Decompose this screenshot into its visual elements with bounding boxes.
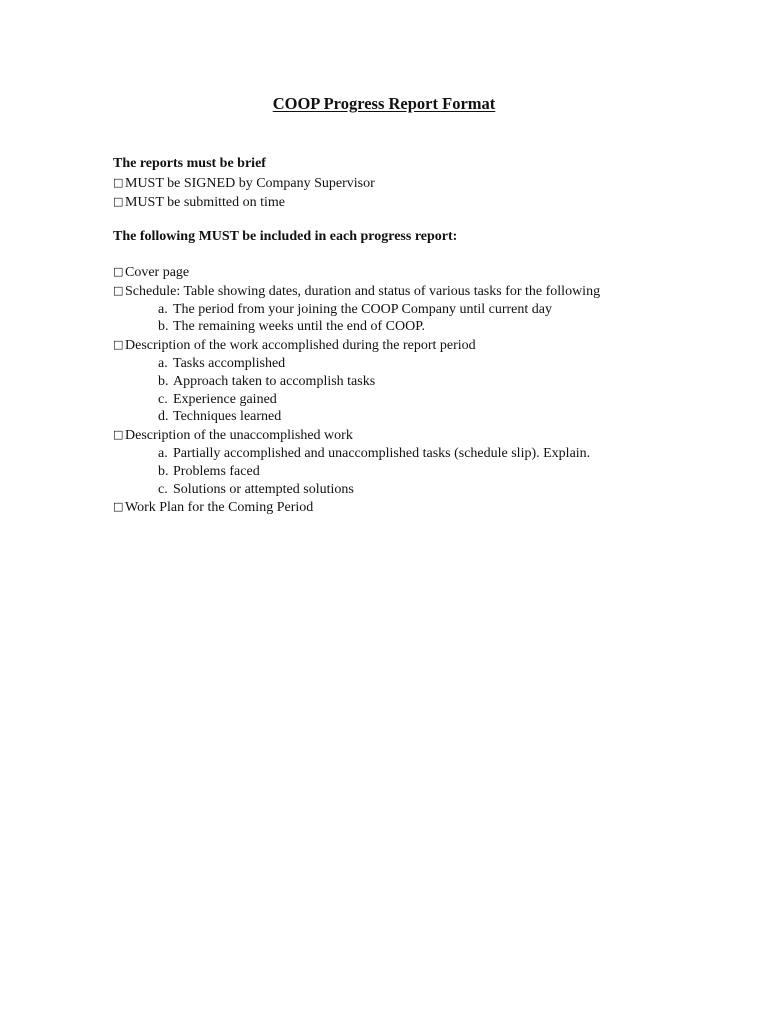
list-item xyxy=(113,282,600,336)
list-item xyxy=(113,336,600,426)
contents-list xyxy=(113,263,600,517)
missing-glyph-box-icon: □ xyxy=(113,428,124,442)
sub-list-item: c. Experience gained xyxy=(158,391,277,407)
missing-glyph-box-icon: □ xyxy=(113,176,124,189)
missing-glyph-box-icon: □ xyxy=(113,338,124,352)
list-item xyxy=(113,426,600,498)
sub-list-item: d. Techniques learned xyxy=(158,409,282,425)
list-item-text: Description of the work accomplished during the report period xyxy=(125,338,476,354)
sub-list-item: b. Approach taken to accomplish tasks xyxy=(158,373,376,389)
missing-glyph-box-icon: □ xyxy=(113,500,124,514)
missing-glyph-box-icon: □ xyxy=(113,194,124,208)
list-item xyxy=(113,498,600,517)
sub-list-item: a. Tasks accomplished xyxy=(158,355,286,371)
sub-list-item: a. Partially accomplished and unaccomplished tasks (schedule slip). Explain. xyxy=(158,445,591,461)
section-heading-brief: The reports must be brief xyxy=(113,156,266,171)
sub-list xyxy=(113,445,600,498)
section-heading-included: The following MUST be included in each progress report: xyxy=(113,229,458,244)
sub-list xyxy=(113,301,600,337)
sub-list-item: b. Problems faced xyxy=(158,463,260,479)
list-item xyxy=(113,193,375,212)
sub-list-item: c. Solutions or attempted solutions xyxy=(158,481,354,497)
list-item xyxy=(113,263,600,282)
list-item-text: Cover page xyxy=(125,265,190,280)
list-item xyxy=(113,174,375,193)
list-item-text: MUST be SIGNED by Company Supervisor xyxy=(125,176,375,191)
requirements-list xyxy=(113,174,375,212)
sub-list-item: b. The remaining weeks until the end of COOP. xyxy=(158,319,425,335)
page-title: COOP Progress Report Format xyxy=(272,94,496,113)
missing-glyph-box-icon: □ xyxy=(113,283,124,297)
sub-list-item: a. The period from your joining the COOP Company until current day xyxy=(158,301,552,317)
sub-list xyxy=(113,355,600,426)
missing-glyph-box-icon: □ xyxy=(113,265,124,278)
list-item-text: MUST be submitted on time xyxy=(125,194,285,210)
list-item-text: Work Plan for the Coming Period xyxy=(125,500,314,516)
list-item-text: Description of the unaccomplished work xyxy=(125,428,353,444)
list-item-text: Schedule: Table showing dates, duration and status of various tasks for the following xyxy=(125,283,601,299)
